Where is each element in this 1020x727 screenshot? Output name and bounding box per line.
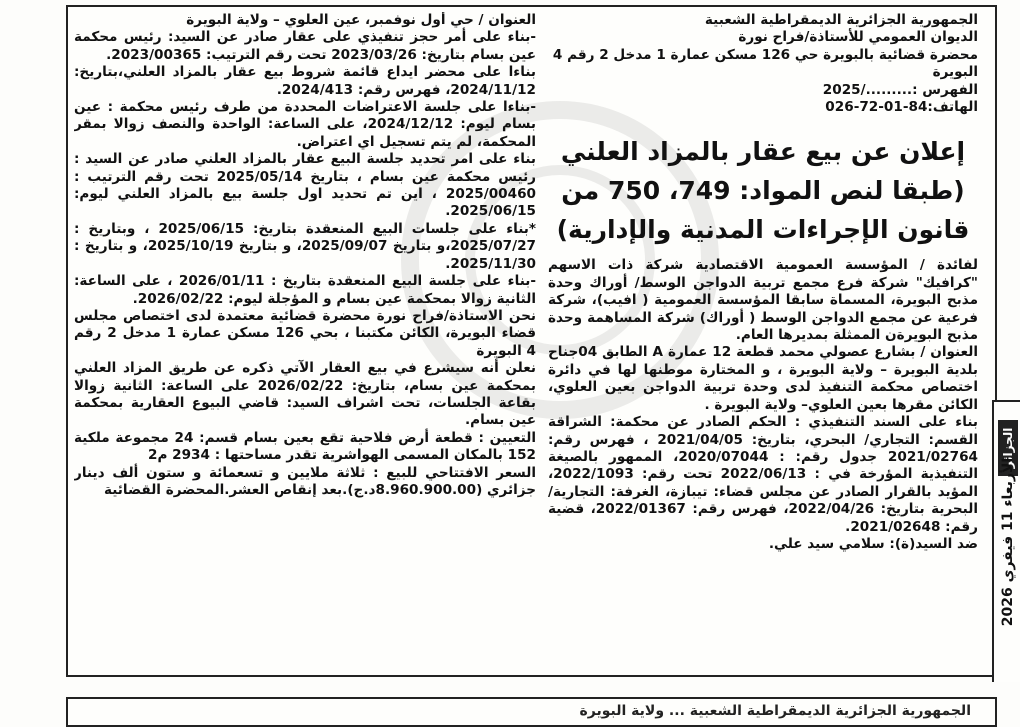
title-line: قانون الإجراءات المدنية والإدارية)	[556, 215, 970, 245]
header-line: الجمهورية الجزائرية الديمقراطية الشعبية	[704, 12, 978, 28]
issue-date: الأربعاء 11 فيفري 2026	[1000, 457, 1016, 627]
header-line: محضرة قضائية بالبويرة حي 126 مسكن عمارة 1 مدخل 2 رقم 4 البويرة	[552, 46, 978, 81]
body-paragraph: العنوان / بشارع عصولي محمد قطعة 12 عمارة A الطابق 04جناح بلدية البويرة – ولاية البويرة ، و المختارة موطنها لها في دائرة اختصاص محكمة التنفيذ لدى وحدة تربية الدواجن بعين العلوي، الكائن مقرها بعين العلوي– ولاية البويرة .	[548, 344, 978, 413]
notice-title	[548, 132, 978, 249]
header-line: الفهرس :........./2025	[822, 81, 978, 98]
issue-date-strip	[992, 400, 1020, 682]
title-line: إعلان عن بيع عقار بالمزاد العلني	[560, 137, 966, 167]
office-header	[548, 12, 978, 116]
body-paragraph: -بناءا على جلسة الاعتراضات المحددة من طرف رئيس محكمة : عين بسام ليوم: 2024/12/12، على الساعة: الواحدة والنصف زوالا بمقر المحكمة، لم يتم تسجيل اي اعتراض.	[74, 99, 536, 150]
newspaper-tag: الجزائر	[998, 420, 1018, 476]
title-line: (طبقا لنص المواد: 749، 750 من	[561, 176, 965, 206]
body-paragraph: العنوان / حي أول نوفمبر، عين العلوي – ولاية البويرة	[186, 12, 536, 28]
body-paragraph: -بناء على جلسة البيع المنعقدة بتاريخ : 2026/01/11 ، على الساعة: الثانية زوالا بمحكمة عين بسام و المؤجلة ليوم: 2026/02/22.	[74, 273, 536, 307]
body-paragraph: نعلن أنه سيشرع في بيع العقار الآتي ذكره عن طريق المزاد العلني بمحكمة عين بسام، بتاريخ: 2026/02/22 على الساعة: الثانية زوالا بقاعة الجلسات، تحت اشراف السيد: قاضي البيوع العقارية بمحكمة عين بسام.	[74, 360, 536, 429]
body-paragraph: لفائدة / المؤسسة العمومية الاقتصادية شركة ذات الاسهم "كرافيك" شركة فرع مجمع تربية الدواجن الوسط/ أوراك وحدة مذبح البويرة، المسماة سابقا المؤسسة العمومية ( افيب)، شركة فرعية عن مجمع الدواجن الوسط ( أوراك) شركة المساهمة وحدة مذبح البويرةن الممثلة بمديرها العام.	[548, 257, 978, 344]
body-paragraph: التعيين : قطعة أرض فلاحية تقع بعين بسام قسم: 24 مجموعة ملكية 152 بالمكان المسمى الهواشرية تقدر مساحتها : 2934 م2	[74, 429, 536, 464]
body-paragraph: نحن الاستاذة/فراح نورة محضرة قضائية معتمدة لدى اختصاص مجلس قضاء البويرة، الكائن مكتبنا ، بحي 126 مسكن عمارة 1 مدخل 2 رقم 4 البويرة	[74, 307, 536, 359]
next-notice-header: الجمهورية الجزائرية الديمقراطية الشعبية ... ولاية البويرة	[579, 703, 971, 719]
body-paragraph: -بناء على أمر حجز تنفيذي على عقار صادر عن السيد: رئيس محكمة عين بسام بتاريخ: 2023/03/26 تحت رقم الترتيب: 2023/00365.	[74, 29, 536, 63]
body-paragraph: *بناء على جلسات البيع المنعقدة بتاريخ: 2025/06/15 ، وبتاريخ : 2025/07/27،و بتاريخ 2025/09/07، و بتاريخ 2025/10/19، و بتاريخ : 2025/11/30.	[74, 220, 536, 272]
notice-parties	[548, 257, 978, 553]
body-paragraph: بناءا على محضر ايداع قائمة شروط بيع عقار بالمزاد العلني،بتاريخ: 2024/11/12، فهرس رقم: 2024/413.	[74, 64, 536, 98]
body-paragraph: ضد السيد(ة): سلامي سيد علي.	[768, 535, 978, 552]
header-line: الهاتف:84-01-72-026	[825, 99, 978, 116]
body-paragraph: السعر الافتتاحي للبيع : ثلاثة ملايين و تسعمائة و ستون ألف دينار جزائري (8.960.900.00د.ج).بعد إنقاص العشر.المحضرة القضائية	[74, 464, 536, 498]
header-line: الديوان العمومي للأستاذة/فراح نورة	[738, 29, 978, 46]
notice-left-column	[74, 12, 536, 672]
body-paragraph: بناء على السند التنفيذي : الحكم الصادر عن محكمة: الشراقة القسم: التجاري/ البحري، بتاريخ: 2021/04/05 ، فهرس رقم: 2021/02764 جدول رقم: : 2020/07044، الممهور بالصيغة التنفيذية المؤرخة في : 2022/06/13 تحت رقم: 2022/1093، المؤيد بالقرار الصادر عن مجلس قضاء: تيبازة، الغرفة: التجارية/البحرية بتاريخ: 2022/04/26، فهرس رقم: 2022/01367، قضية رقم: 2021/02648.	[548, 414, 978, 535]
next-notice-frame	[66, 697, 997, 727]
body-paragraph: بناء على امر تحديد جلسة البيع عقار بالمزاد العلني صادر عن السيد : رئيس محكمة عين بسام ، بتاريخ 2025/05/14 تحت رقم الترتيب : 2025/00460 ، اين تم تحديد اول جلسة بيع بالمزاد العلني ليوم: 2025/06/15.	[74, 151, 536, 220]
notice-right-column	[548, 12, 978, 672]
